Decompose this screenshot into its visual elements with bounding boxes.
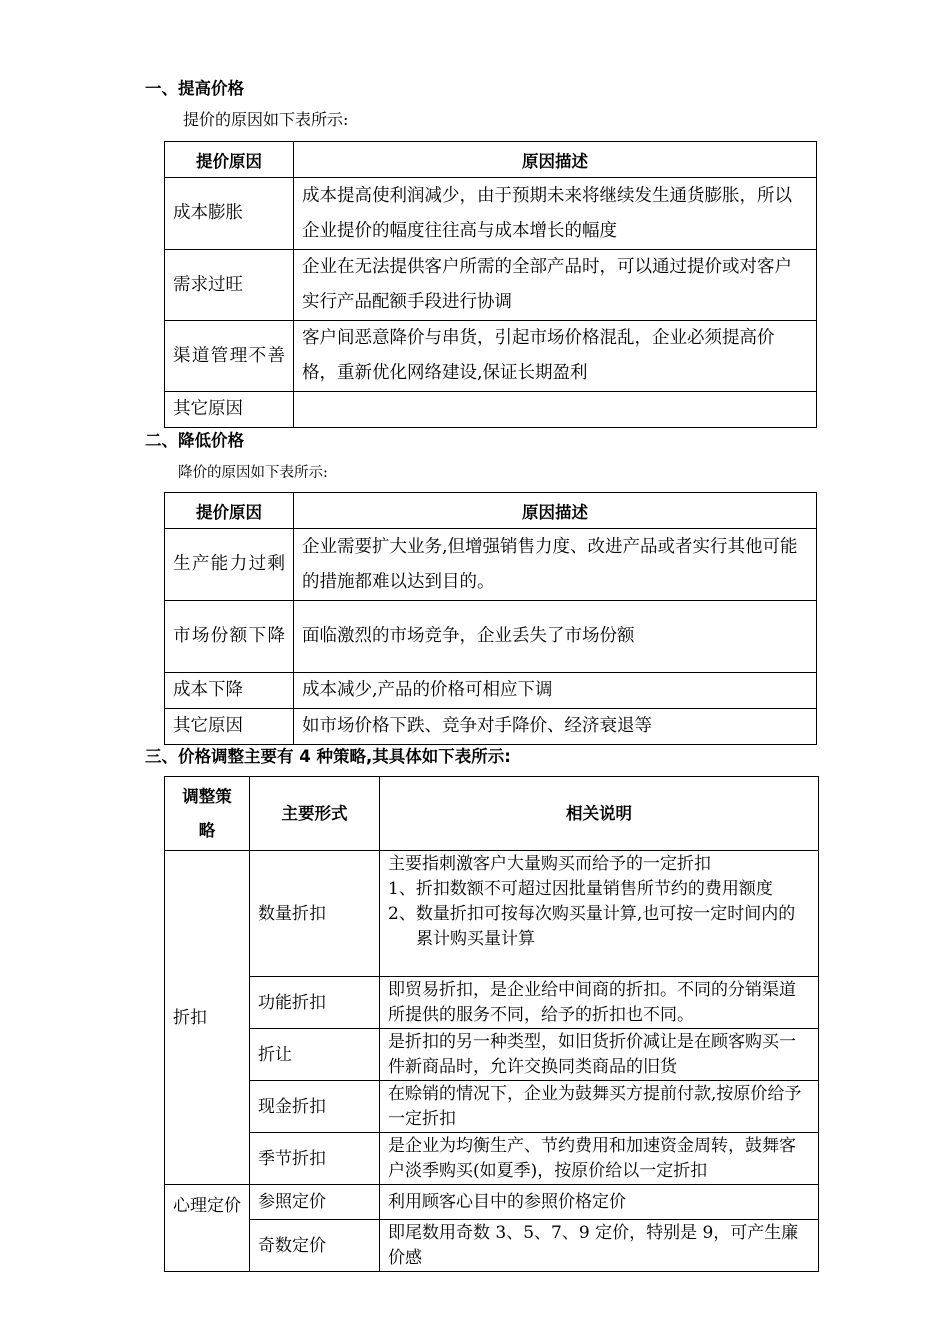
section1-intro: 提价的原因如下表所示: — [183, 110, 349, 129]
explanation-cell — [380, 851, 819, 977]
table-row — [165, 1081, 819, 1133]
description-cell: 客户间恶意降价与串货，引起市场价格混乱，企业必须提高价格，重新优化网络建设,保证长期盈利 — [294, 321, 817, 392]
form-cell: 参照定价 — [250, 1185, 380, 1220]
form-cell: 数量折扣 — [250, 851, 380, 977]
form-cell: 季节折扣 — [250, 1133, 380, 1185]
table-row — [165, 392, 817, 428]
form-cell: 奇数定价 — [250, 1220, 380, 1272]
section2-heading: 二、降低价格 — [145, 431, 244, 450]
form-cell: 折让 — [250, 1029, 380, 1081]
reason-cell: 其它原因 — [165, 709, 294, 745]
description-cell: 如市场价格下跌、竞争对手降价、经济衰退等 — [294, 709, 817, 745]
column-header-reason: 提价原因 — [165, 493, 294, 529]
column-header-reason: 提价原因 — [165, 142, 294, 178]
reason-cell: 成本膨胀 — [165, 178, 294, 250]
table-row — [165, 1185, 819, 1220]
explanation-cell: 是折扣的另一种类型，如旧货折价减让是在顾客购买一件新商品时，允许交换同类商品的旧货 — [380, 1029, 819, 1081]
reason-cell: 渠道管理不善 — [165, 321, 294, 392]
table-row — [165, 709, 817, 745]
section2-intro: 降价的原因如下表所示: — [178, 465, 328, 481]
explanation-line: 1、折扣数额不可超过因批量销售所节约的费用额度 — [388, 879, 773, 899]
description-cell: 面临激烈的市场竞争，企业丢失了市场份额 — [294, 601, 817, 673]
table-header-row — [165, 777, 819, 851]
explanation-cell: 利用顾客心目中的参照价格定价 — [380, 1185, 819, 1220]
table-row — [165, 601, 817, 673]
form-cell: 现金折扣 — [250, 1081, 380, 1133]
price-increase-table — [164, 141, 817, 428]
explanation-line: 主要指刺激客户大量购买而给予的一定折扣 — [388, 854, 711, 874]
table-row — [165, 977, 819, 1029]
column-header-form: 主要形式 — [250, 777, 380, 851]
table-row — [165, 178, 817, 250]
description-cell: 成本提高使利润减少，由于预期未来将继续发生通货膨胀，所以企业提价的幅度往往高与成本增长的幅度 — [294, 178, 817, 250]
description-cell: 企业在无法提供客户所需的全部产品时，可以通过提价或对客户实行产品配额手段进行协调 — [294, 250, 817, 321]
reason-cell: 成本下降 — [165, 673, 294, 709]
explanation-cell: 在赊销的情况下，企业为鼓舞买方提前付款,按原价给予一定折扣 — [380, 1081, 819, 1133]
explanation-cell: 即尾数用奇数 3、5、7、9 定价，特别是 9，可产生廉价感 — [380, 1220, 819, 1272]
column-header-explanation: 相关说明 — [380, 777, 819, 851]
explanation-line: 2、数量折扣可按每次购买量计算,也可按一定时间内的累计购买量计算 — [388, 904, 796, 949]
table-row — [165, 1220, 819, 1272]
price-adjustment-strategy-table — [164, 776, 819, 1272]
strategy-cell: 心理定价 — [165, 1185, 250, 1272]
table-row — [165, 673, 817, 709]
column-header-description: 原因描述 — [294, 142, 817, 178]
reason-cell: 市场份额下降 — [165, 601, 294, 673]
table-row — [165, 250, 817, 321]
table-row — [165, 1029, 819, 1081]
table-header-row — [165, 493, 817, 529]
table-row — [165, 321, 817, 392]
column-header-description: 原因描述 — [294, 493, 817, 529]
column-header-strategy: 调整策略 — [165, 777, 250, 851]
reason-cell: 生产能力过剩 — [165, 529, 294, 601]
description-cell: 成本减少,产品的价格可相应下调 — [294, 673, 817, 709]
table-row — [165, 851, 819, 977]
form-cell: 功能折扣 — [250, 977, 380, 1029]
table-header-row — [165, 142, 817, 178]
strategy-cell: 折扣 — [165, 851, 250, 1185]
price-decrease-table — [164, 492, 817, 745]
explanation-cell: 是企业为均衡生产、节约费用和加速资金周转，鼓舞客户淡季购买(如夏季)，按原价给以一定折扣 — [380, 1133, 819, 1185]
explanation-cell: 即贸易折扣，是企业给中间商的折扣。不同的分销渠道所提供的服务不同，给予的折扣也不同。 — [380, 977, 819, 1029]
description-cell — [294, 392, 817, 428]
section3-heading: 三、价格调整主要有 4 种策略,其具体如下表所示: — [145, 747, 511, 766]
section1-heading: 一、提高价格 — [145, 79, 244, 98]
table-row — [165, 529, 817, 601]
reason-cell: 其它原因 — [165, 392, 294, 428]
table-row — [165, 1133, 819, 1185]
reason-cell: 需求过旺 — [165, 250, 294, 321]
description-cell: 企业需要扩大业务,但增强销售力度、改进产品或者实行其他可能的措施都难以达到目的。 — [294, 529, 817, 601]
